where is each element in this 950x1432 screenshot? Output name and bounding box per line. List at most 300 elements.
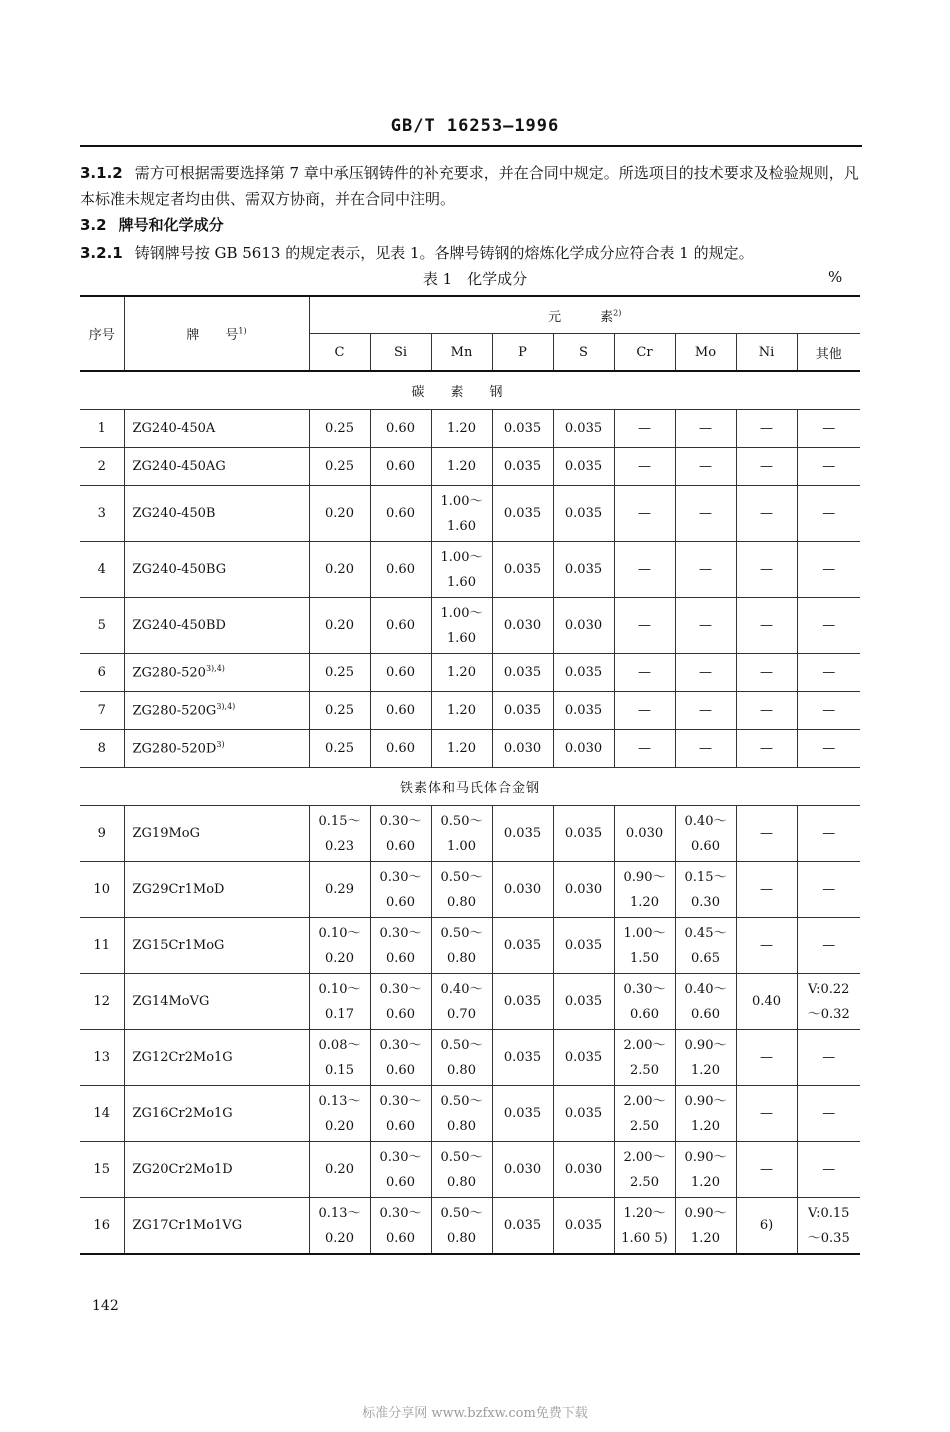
cell-value: 0.25 — [325, 421, 354, 436]
section-row — [80, 768, 860, 806]
cell-value: 1.60 — [447, 574, 476, 590]
cell-no: 11 — [80, 918, 124, 974]
table-row — [80, 448, 860, 486]
cell-no: 12 — [80, 974, 124, 1030]
grade-name: ZG240-450A — [132, 421, 216, 436]
cell-grade — [124, 1086, 309, 1142]
table-row — [80, 1030, 860, 1086]
cell-value: 0.60 — [386, 1230, 415, 1246]
table-row — [80, 542, 860, 598]
cell-mo — [675, 1030, 736, 1086]
header-elements-label: 元 素 — [548, 309, 614, 325]
cell-other — [797, 598, 860, 654]
cell-value: 2.00～ — [623, 1149, 666, 1165]
cell-other — [797, 692, 860, 730]
cell-p: 0.035 — [492, 542, 553, 598]
cell-ni: — — [736, 448, 797, 486]
cell-c — [309, 486, 370, 542]
cell-ni: — — [736, 1030, 797, 1086]
cell-cr — [614, 598, 675, 654]
cell-no: 16 — [80, 1198, 124, 1255]
cell-value: 1.20 — [630, 894, 659, 910]
cell-value: 0.20 — [325, 618, 354, 633]
cell-cr — [614, 542, 675, 598]
cell-c — [309, 1086, 370, 1142]
cell-mn — [431, 730, 492, 768]
cell-other — [797, 410, 860, 448]
cell-value: 1.20～ — [623, 1205, 666, 1221]
cell-cr — [614, 1142, 675, 1198]
cell-ni: — — [736, 1142, 797, 1198]
cell-value: 0.30～ — [379, 1093, 422, 1109]
cell-value: 0.10～ — [318, 925, 361, 941]
cell-value: — — [638, 506, 651, 521]
cell-mn — [431, 598, 492, 654]
cell-mo — [675, 410, 736, 448]
cell-no: 10 — [80, 862, 124, 918]
cell-s: 0.035 — [553, 692, 614, 730]
cell-p: 0.035 — [492, 1198, 553, 1255]
cell-value: 2.50 — [630, 1062, 659, 1078]
cell-value: 0.17 — [325, 1006, 354, 1022]
cell-value: 1.20 — [447, 665, 476, 680]
cell-value: 1.60 5) — [621, 1230, 668, 1246]
cell-value: 0.60 — [386, 421, 415, 436]
cell-value: 0.50～ — [440, 1149, 483, 1165]
cell-value: — — [638, 562, 651, 577]
cell-value: 0.60 — [386, 703, 415, 718]
cell-other — [797, 862, 860, 918]
header-element-8: 其他 — [797, 334, 860, 372]
cell-p: 0.035 — [492, 448, 553, 486]
cell-cr — [614, 1086, 675, 1142]
cell-s: 0.035 — [553, 542, 614, 598]
cell-mo — [675, 542, 736, 598]
cell-other — [797, 486, 860, 542]
cell-value: 0.25 — [325, 741, 354, 756]
cell-value: 0.90～ — [684, 1149, 727, 1165]
cell-other — [797, 1198, 860, 1255]
cell-p: 0.035 — [492, 918, 553, 974]
cell-value: 0.20 — [325, 1162, 354, 1177]
cell-si — [370, 598, 431, 654]
cell-s: 0.035 — [553, 448, 614, 486]
cell-mo — [675, 1198, 736, 1255]
cell-value: 1.50 — [630, 950, 659, 966]
cell-si — [370, 1198, 431, 1255]
cell-value: 1.20 — [447, 421, 476, 436]
cell-other — [797, 1030, 860, 1086]
header-no: 序号 — [80, 296, 124, 371]
grade-name: ZG280-520D — [132, 741, 217, 757]
cell-value: — — [699, 459, 712, 474]
cell-grade — [124, 1198, 309, 1255]
cell-cr — [614, 806, 675, 862]
cell-value: 2.50 — [630, 1174, 659, 1190]
table-row — [80, 598, 860, 654]
cell-value: — — [822, 826, 836, 841]
footnote-ref: 3),4) — [216, 702, 236, 712]
cell-other — [797, 1086, 860, 1142]
footnote-ref: 2) — [613, 308, 622, 318]
cell-value: 0.50～ — [440, 1037, 483, 1053]
cell-value: — — [822, 938, 836, 953]
table-caption: 表 1 化学成分 — [422, 270, 528, 288]
header-elements — [309, 296, 860, 334]
cell-other — [797, 1142, 860, 1198]
cell-mn — [431, 692, 492, 730]
cell-ni: — — [736, 918, 797, 974]
cell-value: — — [638, 741, 651, 756]
clause-number: 3.1.2 — [80, 164, 123, 182]
cell-si — [370, 654, 431, 692]
cell-mn — [431, 1142, 492, 1198]
section-title: 铁素体和马氏体合金钢 — [80, 768, 860, 806]
cell-p: 0.035 — [492, 692, 553, 730]
cell-grade — [124, 692, 309, 730]
cell-ni: — — [736, 654, 797, 692]
header-element-0: C — [309, 334, 370, 372]
cell-other — [797, 730, 860, 768]
page-number: 142 — [92, 1298, 119, 1314]
cell-mn — [431, 1030, 492, 1086]
cell-ni: — — [736, 862, 797, 918]
cell-p: 0.035 — [492, 806, 553, 862]
cell-value: — — [822, 665, 836, 680]
cell-value: 0.70 — [447, 1006, 476, 1022]
cell-mn — [431, 1198, 492, 1255]
clause-text: 需方可根据需要选择第 7 章中承压钢铸件的补充要求，并在合同中规定。所选项目的技术要求及检验规则，凡本标准未规定者均由供、需双方协商，并在合同中注明。 — [80, 164, 859, 208]
cell-value: 0.20 — [325, 506, 354, 521]
cell-value: 0.90～ — [684, 1037, 727, 1053]
cell-no: 3 — [80, 486, 124, 542]
cell-c — [309, 654, 370, 692]
cell-value: 0.60 — [691, 1006, 720, 1022]
cell-value: ～0.35 — [807, 1230, 850, 1246]
cell-no: 6 — [80, 654, 124, 692]
cell-value: 0.08～ — [318, 1037, 361, 1053]
cell-mo — [675, 806, 736, 862]
cell-value: 1.00～ — [440, 549, 483, 565]
cell-mo — [675, 448, 736, 486]
cell-cr — [614, 486, 675, 542]
cell-value: 0.30～ — [379, 1205, 422, 1221]
cell-no: 7 — [80, 692, 124, 730]
cell-cr — [614, 692, 675, 730]
cell-value: 0.20 — [325, 1118, 354, 1134]
cell-value: — — [699, 562, 712, 577]
cell-ni: — — [736, 486, 797, 542]
cell-no: 9 — [80, 806, 124, 862]
cell-mo — [675, 598, 736, 654]
grade-name: ZG29Cr1MoD — [132, 882, 225, 897]
cell-value: 0.60 — [386, 1118, 415, 1134]
cell-value: 1.20 — [691, 1230, 720, 1246]
cell-c — [309, 410, 370, 448]
cell-value: — — [638, 421, 651, 436]
cell-value: — — [699, 665, 712, 680]
section-3-2-heading — [80, 212, 862, 238]
header-rule — [80, 145, 862, 147]
table-row — [80, 654, 860, 692]
cell-value: 1.20 — [447, 741, 476, 756]
cell-value: 1.00～ — [440, 605, 483, 621]
cell-grade — [124, 486, 309, 542]
cell-value: 0.50～ — [440, 1093, 483, 1109]
cell-value: 0.80 — [447, 894, 476, 910]
header-element-5: Cr — [614, 334, 675, 372]
cell-value: — — [638, 618, 651, 633]
header-element-3: P — [492, 334, 553, 372]
cell-value: 0.60 — [386, 562, 415, 577]
cell-si — [370, 1030, 431, 1086]
cell-mo — [675, 654, 736, 692]
cell-value: 0.10～ — [318, 981, 361, 997]
cell-value: — — [822, 1162, 836, 1177]
cell-c — [309, 1030, 370, 1086]
cell-cr — [614, 448, 675, 486]
cell-other — [797, 806, 860, 862]
table-row — [80, 486, 860, 542]
cell-p: 0.035 — [492, 410, 553, 448]
cell-si — [370, 486, 431, 542]
cell-value: — — [822, 882, 836, 897]
cell-value: 0.80 — [447, 1118, 476, 1134]
cell-value: 1.20 — [691, 1118, 720, 1134]
cell-c — [309, 862, 370, 918]
cell-value: 0.30～ — [379, 981, 422, 997]
table-unit: % — [828, 268, 843, 286]
table-row — [80, 1142, 860, 1198]
cell-s: 0.030 — [553, 598, 614, 654]
cell-value: 0.60 — [386, 618, 415, 633]
cell-p: 0.030 — [492, 598, 553, 654]
cell-value: 0.90～ — [684, 1205, 727, 1221]
cell-value: 0.60 — [386, 1006, 415, 1022]
header-element-7: Ni — [736, 334, 797, 372]
cell-grade — [124, 806, 309, 862]
cell-p: 0.035 — [492, 1086, 553, 1142]
cell-value: — — [822, 1106, 836, 1121]
cell-s: 0.035 — [553, 1198, 614, 1255]
standard-header: GB/T 16253—1996 — [390, 116, 560, 136]
cell-value: ～0.32 — [807, 1006, 850, 1022]
cell-si — [370, 542, 431, 598]
cell-mo — [675, 730, 736, 768]
cell-p: 0.030 — [492, 1142, 553, 1198]
cell-other — [797, 654, 860, 692]
cell-value: 0.60 — [386, 950, 415, 966]
cell-value: 0.20 — [325, 1230, 354, 1246]
cell-value: 1.20 — [691, 1062, 720, 1078]
cell-value: 2.00～ — [623, 1037, 666, 1053]
cell-value: 0.13～ — [318, 1093, 361, 1109]
cell-s: 0.035 — [553, 410, 614, 448]
cell-c — [309, 448, 370, 486]
cell-s: 0.030 — [553, 862, 614, 918]
section-title: 牌号和化学成分 — [118, 216, 224, 234]
cell-c — [309, 598, 370, 654]
table-row — [80, 1198, 860, 1255]
cell-mn — [431, 542, 492, 598]
cell-grade — [124, 862, 309, 918]
grade-name: ZG280-520G — [132, 703, 217, 719]
cell-grade — [124, 542, 309, 598]
cell-value: 0.30～ — [379, 925, 422, 941]
cell-value: 0.50～ — [440, 925, 483, 941]
cell-ni: — — [736, 1086, 797, 1142]
grade-name: ZG240-450BG — [132, 562, 227, 577]
cell-s: 0.035 — [553, 486, 614, 542]
cell-no: 14 — [80, 1086, 124, 1142]
cell-si — [370, 410, 431, 448]
cell-value: 1.60 — [447, 630, 476, 646]
clause-3-1-2 — [80, 160, 862, 212]
cell-value: V:0.15 — [808, 1205, 850, 1221]
cell-value: 2.00～ — [623, 1093, 666, 1109]
cell-value: 0.20 — [325, 950, 354, 966]
cell-value: 0.25 — [325, 703, 354, 718]
cell-value: 0.30～ — [623, 981, 666, 997]
grade-name: ZG15Cr1MoG — [132, 938, 225, 953]
cell-value: 0.30 — [691, 894, 720, 910]
cell-mn — [431, 486, 492, 542]
cell-si — [370, 806, 431, 862]
cell-cr — [614, 410, 675, 448]
watermark-footer: 标准分享网 www.bzfxw.com免费下载 — [362, 1406, 588, 1421]
cell-grade — [124, 1030, 309, 1086]
header-grade-label: 牌 号 — [186, 328, 239, 343]
cell-value: 0.15 — [325, 1062, 354, 1078]
cell-c — [309, 918, 370, 974]
cell-other — [797, 974, 860, 1030]
cell-s: 0.035 — [553, 1030, 614, 1086]
cell-si — [370, 692, 431, 730]
cell-c — [309, 974, 370, 1030]
cell-value: 0.13～ — [318, 1205, 361, 1221]
cell-grade — [124, 654, 309, 692]
cell-s: 0.035 — [553, 918, 614, 974]
cell-value: 0.25 — [325, 665, 354, 680]
cell-mn — [431, 654, 492, 692]
cell-value: V:0.22 — [808, 981, 850, 997]
cell-ni: — — [736, 806, 797, 862]
cell-mn — [431, 410, 492, 448]
cell-no: 4 — [80, 542, 124, 598]
cell-value: 0.80 — [447, 1174, 476, 1190]
cell-value: — — [822, 459, 836, 474]
cell-value: 0.90～ — [623, 869, 666, 885]
cell-grade — [124, 448, 309, 486]
cell-value: 0.29 — [325, 882, 354, 897]
grade-name: ZG20Cr2Mo1D — [132, 1162, 233, 1177]
cell-value: 1.00 — [447, 838, 476, 854]
cell-value: — — [822, 618, 836, 633]
cell-ni: 6) — [736, 1198, 797, 1255]
cell-value: 0.80 — [447, 950, 476, 966]
cell-value: — — [699, 741, 712, 756]
cell-cr — [614, 1198, 675, 1255]
cell-no: 5 — [80, 598, 124, 654]
footnote-ref: 3),4) — [205, 664, 225, 674]
header-grade — [124, 296, 309, 371]
grade-name: ZG240-450AG — [132, 459, 226, 474]
cell-si — [370, 730, 431, 768]
cell-value: 0.60 — [386, 506, 415, 521]
cell-value: — — [822, 703, 836, 718]
header-element-4: S — [553, 334, 614, 372]
cell-value: — — [699, 618, 712, 633]
cell-value: — — [822, 1050, 836, 1065]
grade-name: ZG12Cr2Mo1G — [132, 1050, 233, 1065]
cell-cr — [614, 974, 675, 1030]
table-row — [80, 1086, 860, 1142]
cell-value: — — [699, 421, 712, 436]
cell-mn — [431, 974, 492, 1030]
clause-number: 3.2.1 — [80, 244, 123, 262]
grade-name: ZG280-520 — [132, 665, 206, 681]
cell-c — [309, 806, 370, 862]
cell-value: 0.60 — [386, 459, 415, 474]
cell-si — [370, 862, 431, 918]
cell-grade — [124, 730, 309, 768]
cell-mo — [675, 1086, 736, 1142]
cell-s: 0.030 — [553, 730, 614, 768]
cell-si — [370, 1086, 431, 1142]
section-number: 3.2 — [80, 216, 107, 234]
table-row — [80, 410, 860, 448]
cell-c — [309, 542, 370, 598]
cell-no: 2 — [80, 448, 124, 486]
cell-mo — [675, 486, 736, 542]
cell-other — [797, 542, 860, 598]
cell-value: 0.030 — [625, 826, 664, 841]
grade-name: ZG16Cr2Mo1G — [132, 1106, 233, 1121]
header-element-6: Mo — [675, 334, 736, 372]
cell-grade — [124, 974, 309, 1030]
cell-value: — — [699, 506, 712, 521]
table-row — [80, 692, 860, 730]
cell-value: 0.90～ — [684, 1093, 727, 1109]
cell-ni: 0.40 — [736, 974, 797, 1030]
cell-value: 0.60 — [691, 838, 720, 854]
cell-value: — — [638, 703, 651, 718]
cell-value: — — [822, 562, 836, 577]
cell-c — [309, 692, 370, 730]
cell-p: 0.035 — [492, 654, 553, 692]
cell-cr — [614, 918, 675, 974]
cell-mn — [431, 1086, 492, 1142]
grade-name: ZG17Cr1Mo1VG — [132, 1218, 243, 1233]
cell-cr — [614, 730, 675, 768]
cell-value: 0.60 — [386, 894, 415, 910]
grade-name: ZG14MoVG — [132, 994, 210, 1009]
section-title: 碳素钢 — [80, 371, 860, 410]
cell-value: — — [638, 459, 651, 474]
cell-mn — [431, 806, 492, 862]
cell-value: 1.60 — [447, 518, 476, 534]
cell-p: 0.030 — [492, 730, 553, 768]
cell-mn — [431, 862, 492, 918]
cell-value: 1.00～ — [440, 493, 483, 509]
cell-value: 0.25 — [325, 459, 354, 474]
clause-3-2-1 — [80, 240, 862, 266]
cell-cr — [614, 654, 675, 692]
section-row — [80, 371, 860, 410]
cell-si — [370, 918, 431, 974]
cell-s: 0.035 — [553, 806, 614, 862]
cell-s: 0.035 — [553, 974, 614, 1030]
